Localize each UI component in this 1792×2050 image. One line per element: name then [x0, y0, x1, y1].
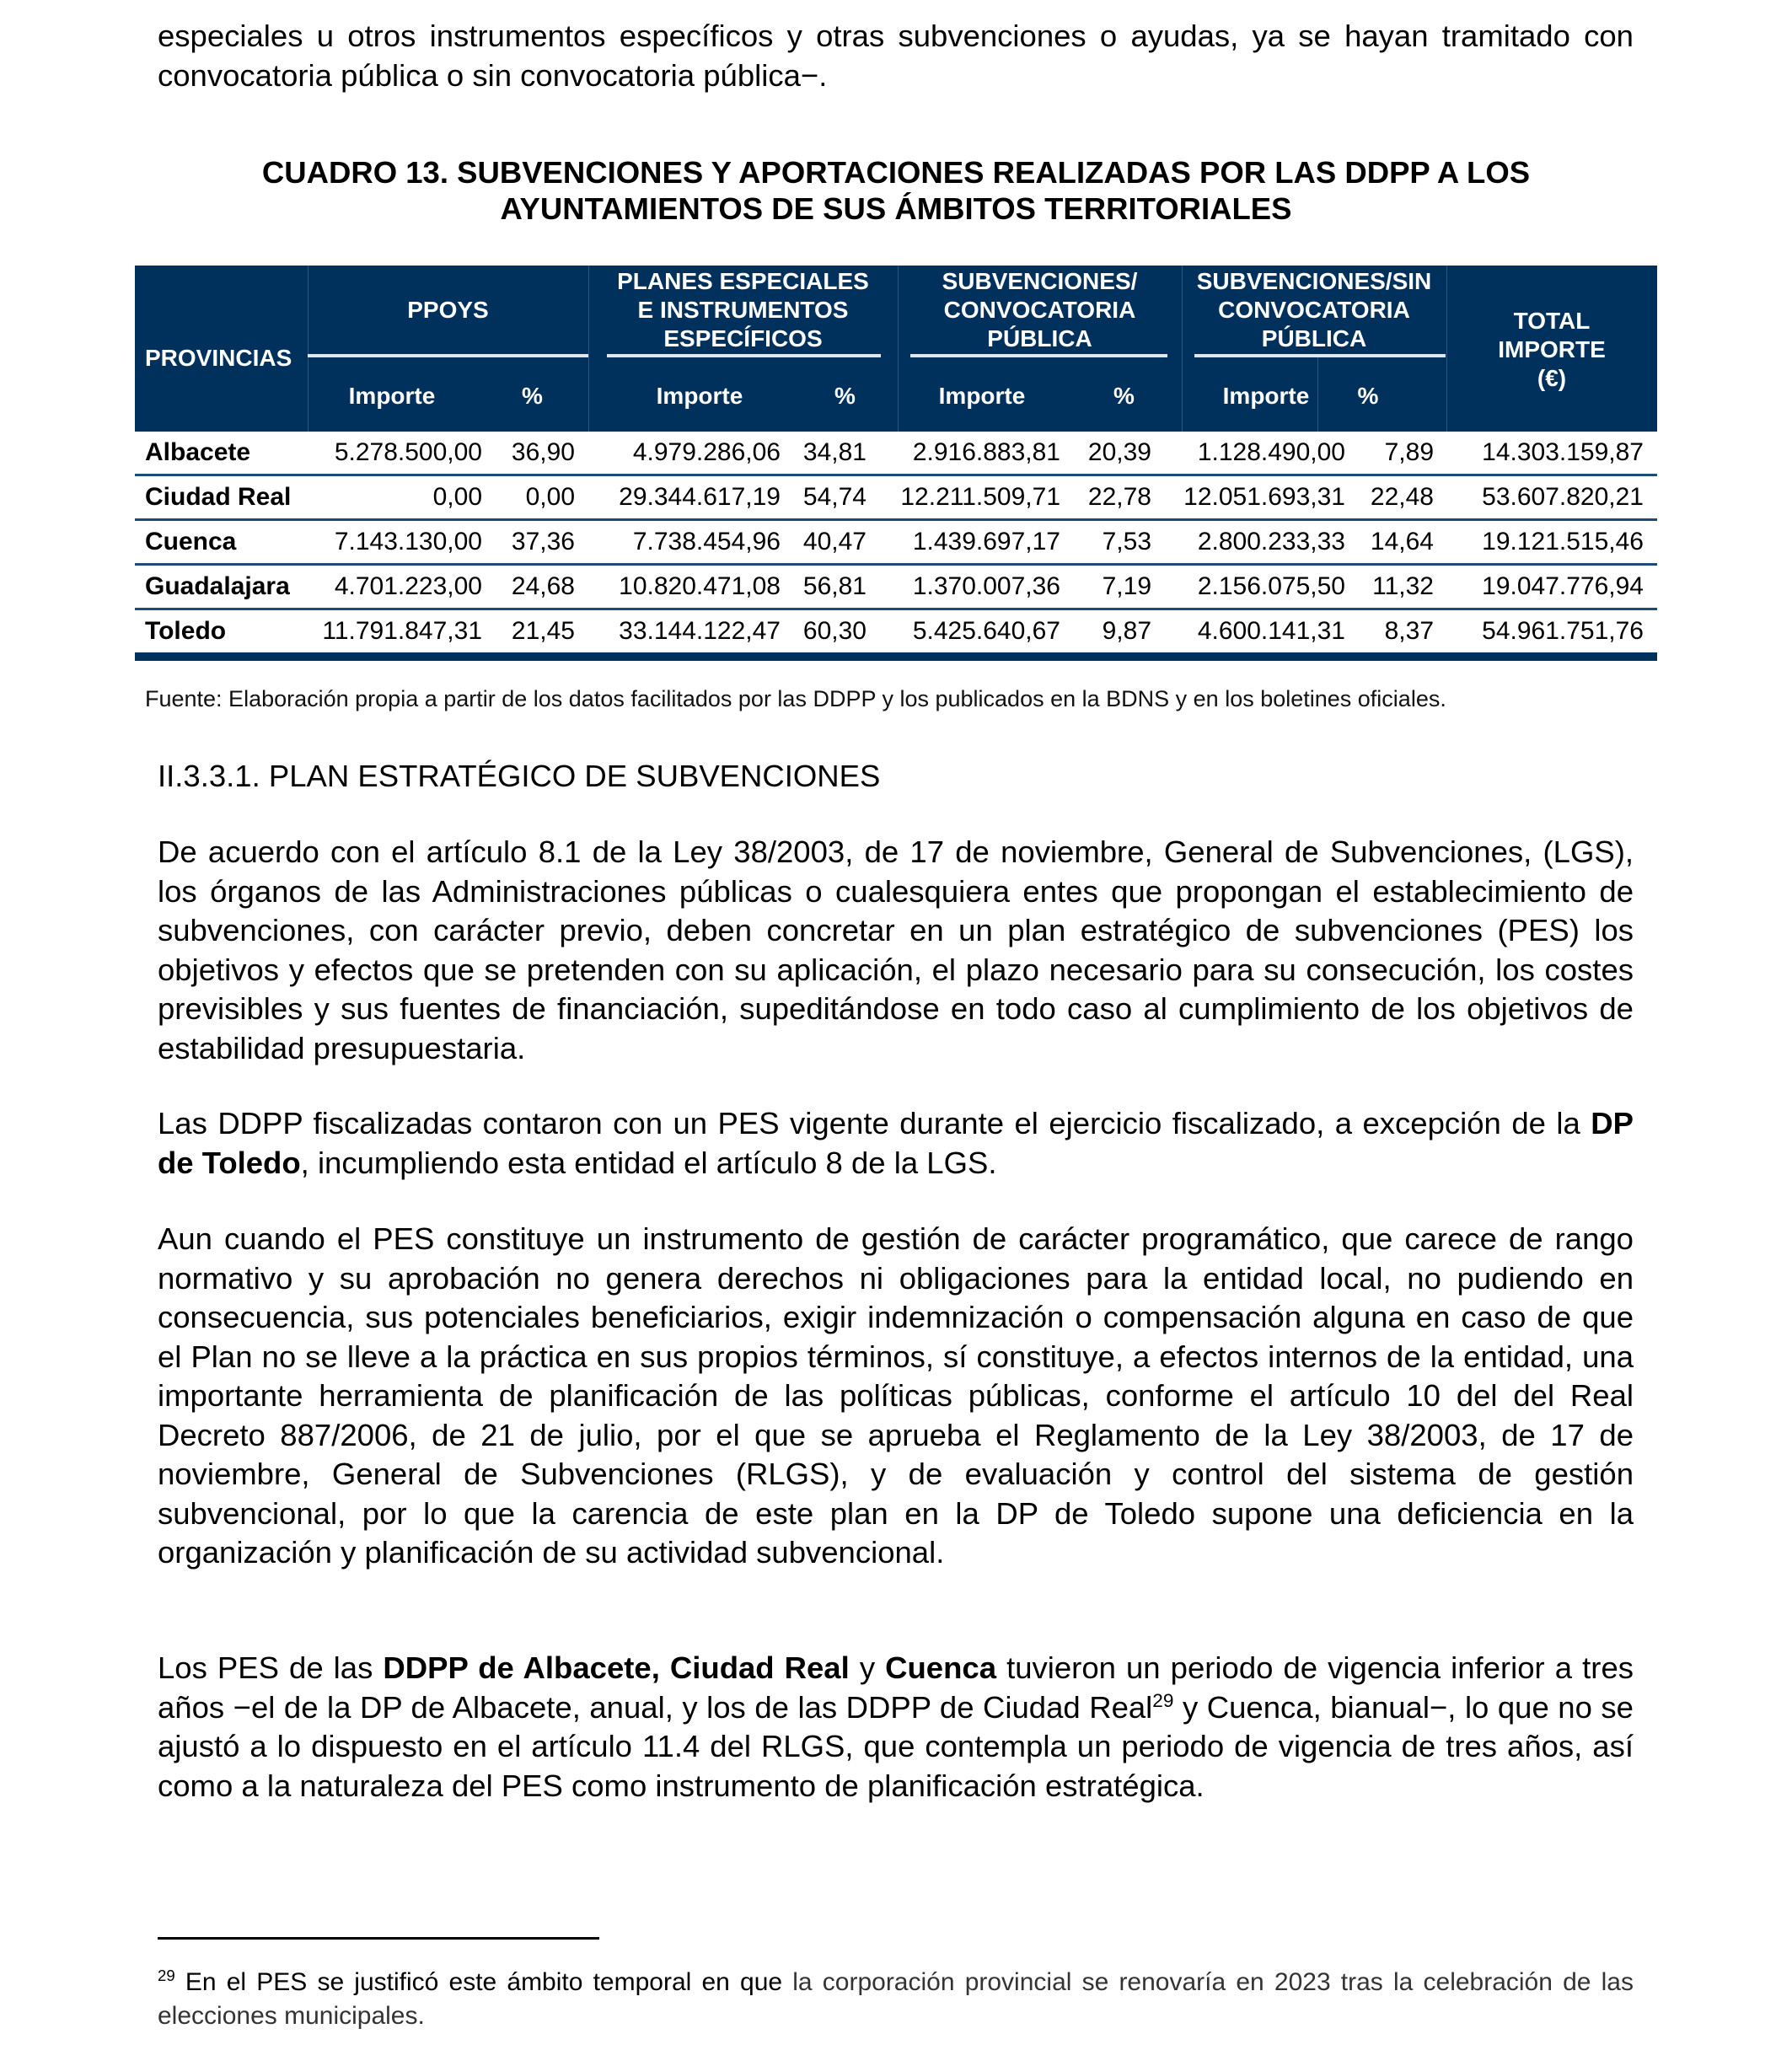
table-row [135, 521, 1657, 566]
table-bottom-rule [135, 652, 1657, 661]
cell-ppoys-importe: 0,00 [432, 483, 482, 511]
subvenciones-table [135, 266, 1657, 661]
cell-planes-pct: 60,30 [802, 617, 866, 645]
subheader-importe: Importe [348, 383, 436, 409]
table-caption-line-1: CUADRO 13. SUBVENCIONES Y APORTACIONES REALIZADAS POR LAS DDPP A LOS [261, 155, 1531, 190]
cell-planes-pct: 34,81 [802, 438, 866, 466]
cell-conv-importe: 5.425.640,67 [912, 617, 1060, 645]
cell-conv-importe: 1.370.007,36 [912, 572, 1060, 600]
table-caption-line-2: AYUNTAMIENTOS DE SUS ÁMBITOS TERRITORIALES [500, 191, 1292, 226]
header-total-importe: TOTAL IMPORTE (€) [1498, 308, 1606, 391]
cell-sinconv-importe: 2.156.075,50 [1197, 572, 1345, 600]
table-header [135, 266, 1657, 432]
cell-planes-importe: 29.344.617,19 [619, 483, 781, 511]
cell-planes-pct: 56,81 [802, 572, 866, 600]
intro-paragraph: especiales u otros instrumentos específicos y otras subvenciones o ayudas, ya se hayan tramitado con convocatoria pública o sin convocatoria pública−. [158, 19, 1634, 93]
cell-total: 54.961.751,76 [1482, 617, 1644, 645]
footnote-29 [158, 1966, 1634, 2033]
paragraph-3: Aun cuando el PES constituye un instrumento de gestión de carácter programático, que carece de rango normativo y su aprobación no genera derechos ni obligaciones para la entidad local, no pudiendo en consecuencia, sus potenciales beneficiarios, exigir indemnización o compensación alguna en caso de que el Plan no se lleve a la práctica en sus propios términos, sí constituye, a efectos internos de la entidad, una importante herramienta de planificación de las políticas públicas, conforme el artículo 10 del del Real Decreto 887/2006, de 21 de julio, por el que se aprueba el Reglamento de la Ley 38/2003, de 17 de noviembre, General de Subvenciones (RLGS), y de evaluación y control del sistema de gestión subvencional, por lo que la carencia de este plan en la DP de Toledo supone una deficiencia en la organización y planificación de su actividad subvencional. [158, 1221, 1634, 1570]
section-heading: II.3.3.1. PLAN ESTRATÉGICO DE SUBVENCIONES [158, 759, 881, 793]
cell-sinconv-pct: 22,48 [1370, 483, 1434, 511]
cell-planes-importe: 10.820.471,08 [619, 572, 781, 600]
table-body [135, 432, 1657, 652]
cell-ppoys-pct: 24,68 [511, 572, 575, 600]
header-group-subv-convocatoria: SUBVENCIONES/ CONVOCATORIA PÚBLICA [942, 267, 1138, 352]
cell-provincia: Ciudad Real [145, 483, 292, 511]
cell-sinconv-importe: 1.128.490,00 [1197, 438, 1345, 466]
cell-provincia: Albacete [145, 438, 251, 466]
cell-planes-pct: 54,74 [802, 483, 866, 511]
cell-planes-importe: 4.979.286,06 [632, 438, 781, 466]
cell-provincia: Toledo [145, 617, 227, 645]
cell-ppoys-importe: 7.143.130,00 [334, 528, 482, 555]
footnote-text-dark: En el PES se justificó este ámbito temporal en que [174, 1968, 783, 1996]
header-group-planes-especiales: PLANES ESPECIALES E INSTRUMENTOS ESPECÍFICOS [617, 267, 869, 352]
cell-ppoys-pct: 0,00 [525, 483, 575, 511]
header-group-subv-sin-convocatoria: SUBVENCIONES/SIN CONVOCATORIA PÚBLICA [1196, 267, 1432, 352]
cell-conv-pct: 22,78 [1087, 483, 1151, 511]
subheader-pct: % [522, 383, 543, 409]
cell-conv-importe: 2.916.883,81 [912, 438, 1060, 466]
cell-sinconv-importe: 12.051.693,31 [1183, 483, 1345, 511]
cell-sinconv-pct: 7,89 [1384, 438, 1434, 466]
table-row [135, 566, 1657, 610]
cell-ppoys-pct: 36,90 [511, 438, 575, 466]
subheader-importe: Importe [938, 383, 1026, 409]
table-source-note: Fuente: Elaboración propia a partir de los datos facilitados por las DDPP y los publicados en la BDNS y en los boletines oficiales. [145, 686, 1446, 711]
cell-conv-importe: 12.211.509,71 [900, 483, 1060, 511]
header-group-ppoys: PPOYS [407, 296, 489, 323]
footnote-ref-29[interactable]: 29 [1152, 1689, 1174, 1711]
cell-total: 19.121.515,46 [1482, 528, 1644, 555]
cell-ppoys-importe: 4.701.223,00 [334, 572, 482, 600]
paragraph-4-bold-1: DDPP de Albacete, Ciudad Real [383, 1650, 850, 1685]
subheader-pct: % [1357, 383, 1379, 409]
cell-ppoys-importe: 5.278.500,00 [334, 438, 482, 466]
table-row [135, 476, 1657, 521]
paragraph-2 [158, 1104, 1634, 1183]
paragraph-4-text-c: tuvieron un periodo de vigencia inferior a tres años −el de la DP de Albacete, anual, y los de las DDPP de Ciudad Real [158, 1650, 1634, 1725]
cell-conv-pct: 7,19 [1102, 572, 1151, 600]
paragraph-4-text-a: Los PES de las [158, 1650, 384, 1685]
footnote-text-rest: la corporación provincial se renovaría en 2023 tras la celebración de las elecciones municipales. [158, 1968, 1634, 2030]
cell-conv-importe: 1.439.697,17 [912, 528, 1060, 555]
subheader-pct: % [1113, 383, 1135, 409]
paragraph-2-text-b: , incumpliendo esta entidad el artículo 8 de la LGS. [300, 1145, 997, 1180]
cell-provincia: Cuenca [145, 528, 237, 555]
cell-total: 14.303.159,87 [1482, 438, 1644, 466]
cell-conv-pct: 9,87 [1102, 617, 1151, 645]
paragraph-4 [158, 1649, 1634, 1806]
subheader-pct: % [834, 383, 856, 409]
cell-total: 53.607.820,21 [1482, 483, 1644, 511]
cell-conv-pct: 20,39 [1087, 438, 1151, 466]
paragraph-4-text-b: y [849, 1650, 886, 1685]
paragraph-1: De acuerdo con el artículo 8.1 de la Ley 38/2003, de 17 de noviembre, General de Subvenciones, (LGS), los órganos de las Administraciones públicas o cualesquiera entes que propongan el establecimiento de subvenciones, con carácter previo, deben concretar en un plan estratégico de subvenciones (PES) los objetivos y efectos que se pretenden con su aplicación, el plazo necesario para su consecución, los costes previsibles y sus fuentes de financiación, supeditándose en todo caso al cumplimiento de los objetivos de estabilidad presupuestaria. [158, 834, 1634, 1065]
cell-sinconv-importe: 2.800.233,33 [1197, 528, 1345, 555]
cell-conv-pct: 7,53 [1102, 528, 1151, 555]
table-row [135, 432, 1657, 476]
cell-planes-pct: 40,47 [802, 528, 866, 555]
table-row [135, 610, 1657, 652]
subheader-importe: Importe [656, 383, 743, 409]
paragraph-4-text-d: y Cuenca, bianual−, lo que no se ajustó a lo dispuesto en el artículo 11.4 del RLGS, que contempla un periodo de vigencia de tres años, así como a la naturaleza del PES como instrumento de planificación estratégica. [158, 1689, 1634, 1803]
header-provincias: PROVINCIAS [145, 345, 292, 371]
cell-ppoys-importe: 11.791.847,31 [322, 617, 482, 645]
cell-sinconv-importe: 4.600.141,31 [1197, 617, 1345, 645]
paragraph-2-text-a: Las DDPP fiscalizadas contaron con un PES vigente durante el ejercicio fiscalizado, a excepción de la [158, 1106, 1591, 1140]
footnote-number: 29 [158, 1967, 175, 1984]
cell-ppoys-pct: 37,36 [511, 528, 575, 555]
cell-provincia: Guadalajara [145, 572, 290, 600]
cell-sinconv-pct: 11,32 [1372, 572, 1434, 600]
paragraph-4-bold-2: Cuenca [885, 1650, 997, 1685]
footnote-separator [158, 1937, 599, 1940]
subheader-importe: Importe [1222, 383, 1310, 409]
cell-ppoys-pct: 21,45 [511, 617, 575, 645]
paragraph-2-bold: DP de Toledo [158, 1106, 1634, 1180]
cell-sinconv-pct: 8,37 [1384, 617, 1434, 645]
cell-planes-importe: 33.144.122,47 [619, 617, 781, 645]
cell-sinconv-pct: 14,64 [1370, 528, 1434, 555]
cell-total: 19.047.776,94 [1482, 572, 1644, 600]
cell-planes-importe: 7.738.454,96 [632, 528, 781, 555]
